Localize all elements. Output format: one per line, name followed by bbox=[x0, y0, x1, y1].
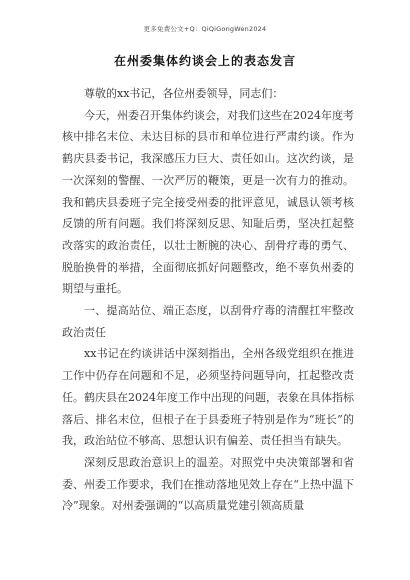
paragraph-3: 深刻反思政治意识上的温差。对照党中央决策部署和省委、州委工作要求，我们在推动落地见效上存在“上热中温下冷”现象。对州委强调的“以高质量党建引领高质量 bbox=[62, 455, 354, 513]
greeting: 尊敬的xx书记，各位州委领导，同志们： bbox=[84, 87, 284, 100]
document-body bbox=[62, 83, 354, 517]
paragraph-intro: 今天，州委召开集体约谈会，对我们这些在2024年度考核中排名末位、未达目标的县市和单位进行严肃约谈。作为鹤庆县委书记，我深感压力巨大、责任如山。这次约谈，是一次深刻的警醒、一次严厉的鞭策，更是一次有力的推动。我和鹤庆县委班子完全接受州委的批评意见，诚恳认领考核反馈的所有问题。我们将深刻反思、知耻后勇，坚决扛起整改落实的政治责任，以壮士断腕的决心、刮骨疗毒的勇气、脱胎换骨的举措，全面彻底抓好问题整改，绝不辜负州委的期望与重托。 bbox=[62, 108, 354, 296]
header-note: 更多免费公文+Q：QiQiGongWen2024 bbox=[143, 25, 267, 33]
paragraph-2: xx书记在约谈讲话中深刻指出，全州各级党组织在推进工作中仍存在问题和不足，必须坚持问题导向，扛起整改责任。鹤庆县在2024年度工作中出现的问题，表象在具体指标落后、排名末位，但根子在于县委班子特别是作为“班长”的我，政治站位不够高、思想认识有偏差、责任担当有缺失。 bbox=[62, 347, 354, 448]
document-title: 在州委集体约谈会上的表态发言 bbox=[113, 54, 296, 68]
section-heading-1: 一、提高站位、端正态度，以刮骨疗毒的清醒扛牢整改政治责任 bbox=[62, 304, 354, 339]
